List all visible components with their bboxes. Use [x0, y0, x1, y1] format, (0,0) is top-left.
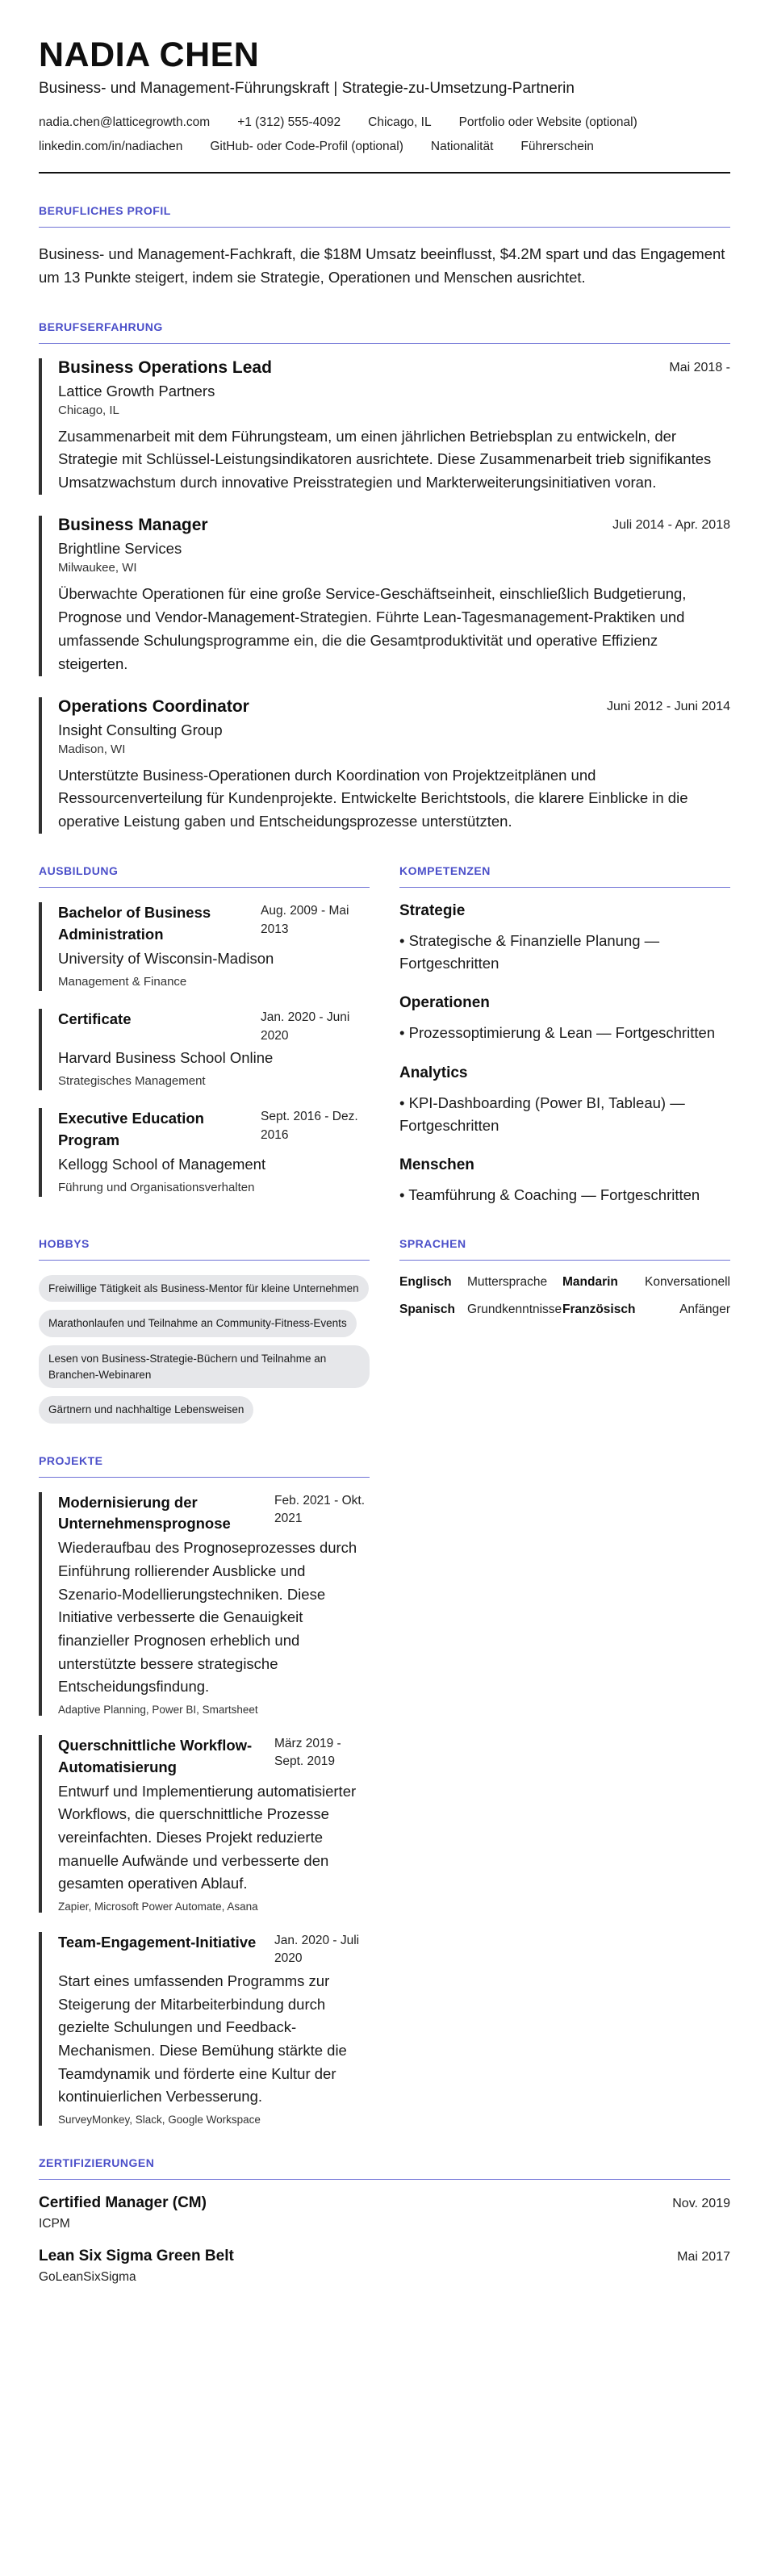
- project-name: Modernisierung der Unternehmensprognose: [58, 1493, 231, 1533]
- left-column: [39, 1454, 370, 2126]
- job-location: Madison, WI: [58, 742, 126, 756]
- education-skills-row: [39, 864, 730, 1206]
- hobby-list: [39, 1275, 370, 1424]
- project-entry: [39, 1492, 370, 1716]
- section-divider: [399, 1260, 730, 1261]
- certification-entry: [39, 2248, 730, 2285]
- skill-group: [399, 1156, 730, 1206]
- project-date: Jan. 2020 - Juli 2020: [274, 1933, 360, 1966]
- candidate-headline: Business- und Management-Führungskraft | Strategie-zu-Umsetzung-Partnerin: [39, 80, 575, 98]
- section-title: ZERTIFIZIERUNGEN: [39, 2156, 155, 2169]
- section-divider: [39, 343, 730, 344]
- hobby-chip: Lesen von Business-Strategie-Büchern und Teilnahme an Branchen-Webinaren: [39, 1345, 370, 1388]
- job-date: Juli 2014 - Apr. 2018: [612, 518, 730, 533]
- language-level: Grundkenntnisse: [467, 1302, 562, 1316]
- skills-section: [399, 864, 730, 1206]
- job-title: Operations Coordinator: [58, 696, 249, 716]
- skill-item: • Teamführung & Coaching — Fortgeschritten: [399, 1186, 700, 1203]
- projects-section: [39, 1454, 370, 2126]
- education-section: [39, 864, 370, 1197]
- project-entry: [39, 1932, 370, 2126]
- contact-linkedin[interactable]: linkedin.com/in/nadiachen: [39, 140, 183, 154]
- project-tools: SurveyMonkey, Slack, Google Workspace: [58, 2113, 261, 2126]
- certifications-section: [39, 2156, 730, 2285]
- language-name: Mandarin: [562, 1274, 618, 1289]
- degree-title: Certificate: [58, 1010, 132, 1028]
- education-field: Management & Finance: [58, 974, 187, 989]
- project-description: Start eines umfassenden Programms zur Steigerung der Mitarbeiterbindung durch gezielte Schulungen und Feedback-Mechanismen. Diese Bemühung stärkte die Teamdynamik und förderte eine Kultur der kontinuierlichen Verbesserung.: [58, 1972, 347, 2106]
- hobby-chip: Gärtnern und nachhaltige Lebensweisen: [39, 1396, 253, 1424]
- languages-section: [399, 1237, 730, 1317]
- skill-group: [399, 994, 730, 1044]
- left-column: [39, 1237, 370, 1424]
- right-column: [399, 864, 730, 1206]
- section-title: BERUFLICHES PROFIL: [39, 204, 171, 218]
- language-grid: [399, 1275, 730, 1317]
- project-entry: [39, 1735, 370, 1913]
- section-title: KOMPETENZEN: [399, 864, 491, 878]
- skill-group-title: Operationen: [399, 994, 490, 1012]
- header-divider: [39, 172, 730, 174]
- hobby-chip: Freiwillige Tätigkeit als Business-Mentor für kleine Unternehmen: [39, 1275, 369, 1303]
- contact-list: [39, 115, 730, 154]
- language-level: Anfänger: [679, 1302, 730, 1316]
- hobbies-languages-row: [39, 1237, 730, 1424]
- projects-row: [39, 1454, 730, 2126]
- section-title: PROJEKTE: [39, 1453, 103, 1467]
- project-date: Feb. 2021 - Okt. 2021: [274, 1493, 365, 1526]
- section-divider: [39, 2179, 730, 2180]
- skill-item: • Strategische & Finanzielle Planung — Fortgeschritten: [399, 932, 660, 972]
- job-description: Zusammenarbeit mit dem Führungsteam, um einen jährlichen Betriebsplan zu entwickeln, der Strategie mit Schlüssel-Leistungsindikatoren ausrichtete. Diese Zusammenarbeit trieb signifikantes Umsatzwachstum durch innovative Preisstrategien und Markterweiterungsinitiativen voran.: [58, 427, 712, 491]
- experience-entry: [39, 697, 730, 834]
- hobby-chip: Marathonlaufen und Teilnahme an Community-Fitness-Events: [39, 1310, 357, 1337]
- skill-item: • Prozessoptimierung & Lean — Fortgeschritten: [399, 1024, 716, 1042]
- contact-portfolio[interactable]: Portfolio oder Website (optional): [458, 115, 637, 130]
- job-date: Juni 2012 - Juni 2014: [607, 699, 730, 713]
- certification-issuer: GoLeanSixSigma: [39, 2269, 136, 2284]
- experience-entry: [39, 516, 730, 675]
- project-description: Entwurf und Implementierung automatisierter Workflows, die querschnittliche Prozesse vereinfachten. Dieses Projekt reduzierte manuelle Aufwände und verbesserte den gesamten operativen Ablauf.: [58, 1782, 357, 1892]
- contact-location: Chicago, IL: [368, 115, 432, 130]
- profile-summary: Business- und Management-Fachkraft, die $18M Umsatz beeinflusst, $4.2M spart und das Engagement um 13 Punkte steigert, indem sie Strategie, Operationen und Menschen ausrichtet.: [39, 245, 725, 286]
- certification-date: Nov. 2019: [672, 2196, 730, 2210]
- language-level: Konversationell: [645, 1274, 730, 1289]
- contact-license: Führerschein: [520, 140, 594, 154]
- school-name: Kellogg School of Management: [58, 1155, 266, 1173]
- education-date: Aug. 2009 - Mai 2013: [261, 904, 349, 936]
- education-entry: [39, 1108, 370, 1197]
- section-title: AUSBILDUNG: [39, 864, 119, 878]
- certification-name: Lean Six Sigma Green Belt: [39, 2247, 234, 2264]
- job-company: Insight Consulting Group: [58, 721, 223, 738]
- contact-email[interactable]: nadia.chen@latticegrowth.com: [39, 115, 211, 130]
- degree-title: Executive Education Program: [58, 1110, 204, 1149]
- section-title: HOBBYS: [39, 1236, 90, 1250]
- left-column: [39, 864, 370, 1206]
- contact-phone[interactable]: +1 (312) 555-4092: [237, 115, 341, 130]
- job-location: Milwaukee, WI: [58, 561, 137, 575]
- language-name: Englisch: [399, 1274, 452, 1289]
- right-column: [399, 1237, 730, 1424]
- skill-group: [399, 902, 730, 975]
- job-title: Business Manager: [58, 516, 208, 535]
- candidate-name: NADIA CHEN: [39, 36, 260, 74]
- education-field: Strategisches Management: [58, 1073, 206, 1088]
- job-date: Mai 2018 -: [669, 360, 730, 374]
- contact-nationality: Nationalität: [430, 140, 494, 154]
- job-description: Überwachte Operationen für eine große Service-Geschäftseinheit, einschließlich Budgetierung, Prognose und Vendor-Management-Strategien. Führte Lean-Tagesmanagement-Praktiken und umfassende Schulungsprogramme ein, die die Gesamtproduktivität und operative Effizienz steigerten.: [58, 585, 687, 672]
- project-date: März 2019 - Sept. 2019: [274, 1736, 341, 1769]
- profile-section: [39, 204, 730, 289]
- section-title: BERUFSERFAHRUNG: [39, 320, 163, 333]
- skill-group-title: Strategie: [399, 902, 466, 920]
- skill-group-title: Analytics: [399, 1064, 468, 1081]
- education-entry: [39, 902, 370, 991]
- job-location: Chicago, IL: [58, 403, 119, 417]
- section-divider: [39, 227, 730, 228]
- hobbies-section: [39, 1237, 370, 1424]
- resume-header: [39, 37, 730, 174]
- school-name: Harvard Business School Online: [58, 1048, 274, 1066]
- certification-name: Certified Manager (CM): [39, 2193, 207, 2211]
- certification-date: Mai 2017: [677, 2249, 730, 2264]
- experience-section: [39, 320, 730, 834]
- project-tools: Zapier, Microsoft Power Automate, Asana: [58, 1900, 258, 1913]
- job-description: Unterstützte Business-Operationen durch Koordination von Projektzeitplänen und Ressourcenverteilung für Kundenprojekte. Entwickelte Berichtstools, die klarere Einblicke in die operative Leistung gaben und Entscheidungsprozesse unterstützten.: [58, 766, 688, 830]
- school-name: University of Wisconsin-Madison: [58, 949, 274, 967]
- job-company: Brightline Services: [58, 540, 182, 558]
- certification-entry: [39, 2194, 730, 2231]
- section-divider: [399, 887, 730, 888]
- degree-title: Bachelor of Business Administration: [58, 904, 211, 943]
- project-name: Team-Engagement-Initiative: [58, 1933, 257, 1951]
- section-divider: [39, 887, 370, 888]
- language-name: Französisch: [562, 1302, 636, 1316]
- language-name: Spanisch: [399, 1302, 455, 1316]
- contact-github[interactable]: GitHub- oder Code-Profil (optional): [210, 140, 403, 154]
- right-column-empty: [399, 1454, 730, 2126]
- certification-issuer: ICPM: [39, 2216, 70, 2231]
- experience-entry: [39, 358, 730, 496]
- project-name: Querschnittliche Workflow-Automatisierung: [58, 1736, 253, 1775]
- section-divider: [39, 1260, 370, 1261]
- project-tools: Adaptive Planning, Power BI, Smartsheet: [58, 1703, 258, 1716]
- job-title: Business Operations Lead: [58, 358, 272, 377]
- skill-group: [399, 1064, 730, 1137]
- education-date: Sept. 2016 - Dez. 2016: [261, 1110, 358, 1142]
- skill-group-title: Menschen: [399, 1156, 474, 1173]
- skill-item: • KPI-Dashboarding (Power BI, Tableau) — Fortgeschritten: [399, 1094, 685, 1134]
- education-entry: [39, 1009, 370, 1090]
- project-description: Wiederaufbau des Prognoseprozesses durch Einführung rollierender Ausblicke und Szenario-Modellierungstechniken. Diese Initiative verbesserte die Genauigkeit finanzieller Prognosen erheblich und unterstützte bessere strategische Entscheidungsfindung.: [58, 1539, 357, 1696]
- education-field: Führung und Organisationsverhalten: [58, 1180, 255, 1194]
- section-title: SPRACHEN: [399, 1236, 466, 1250]
- language-level: Muttersprache: [467, 1274, 548, 1289]
- education-date: Jan. 2020 - Juni 2020: [261, 1010, 350, 1043]
- section-divider: [39, 1477, 370, 1478]
- job-company: Lattice Growth Partners: [58, 382, 215, 399]
